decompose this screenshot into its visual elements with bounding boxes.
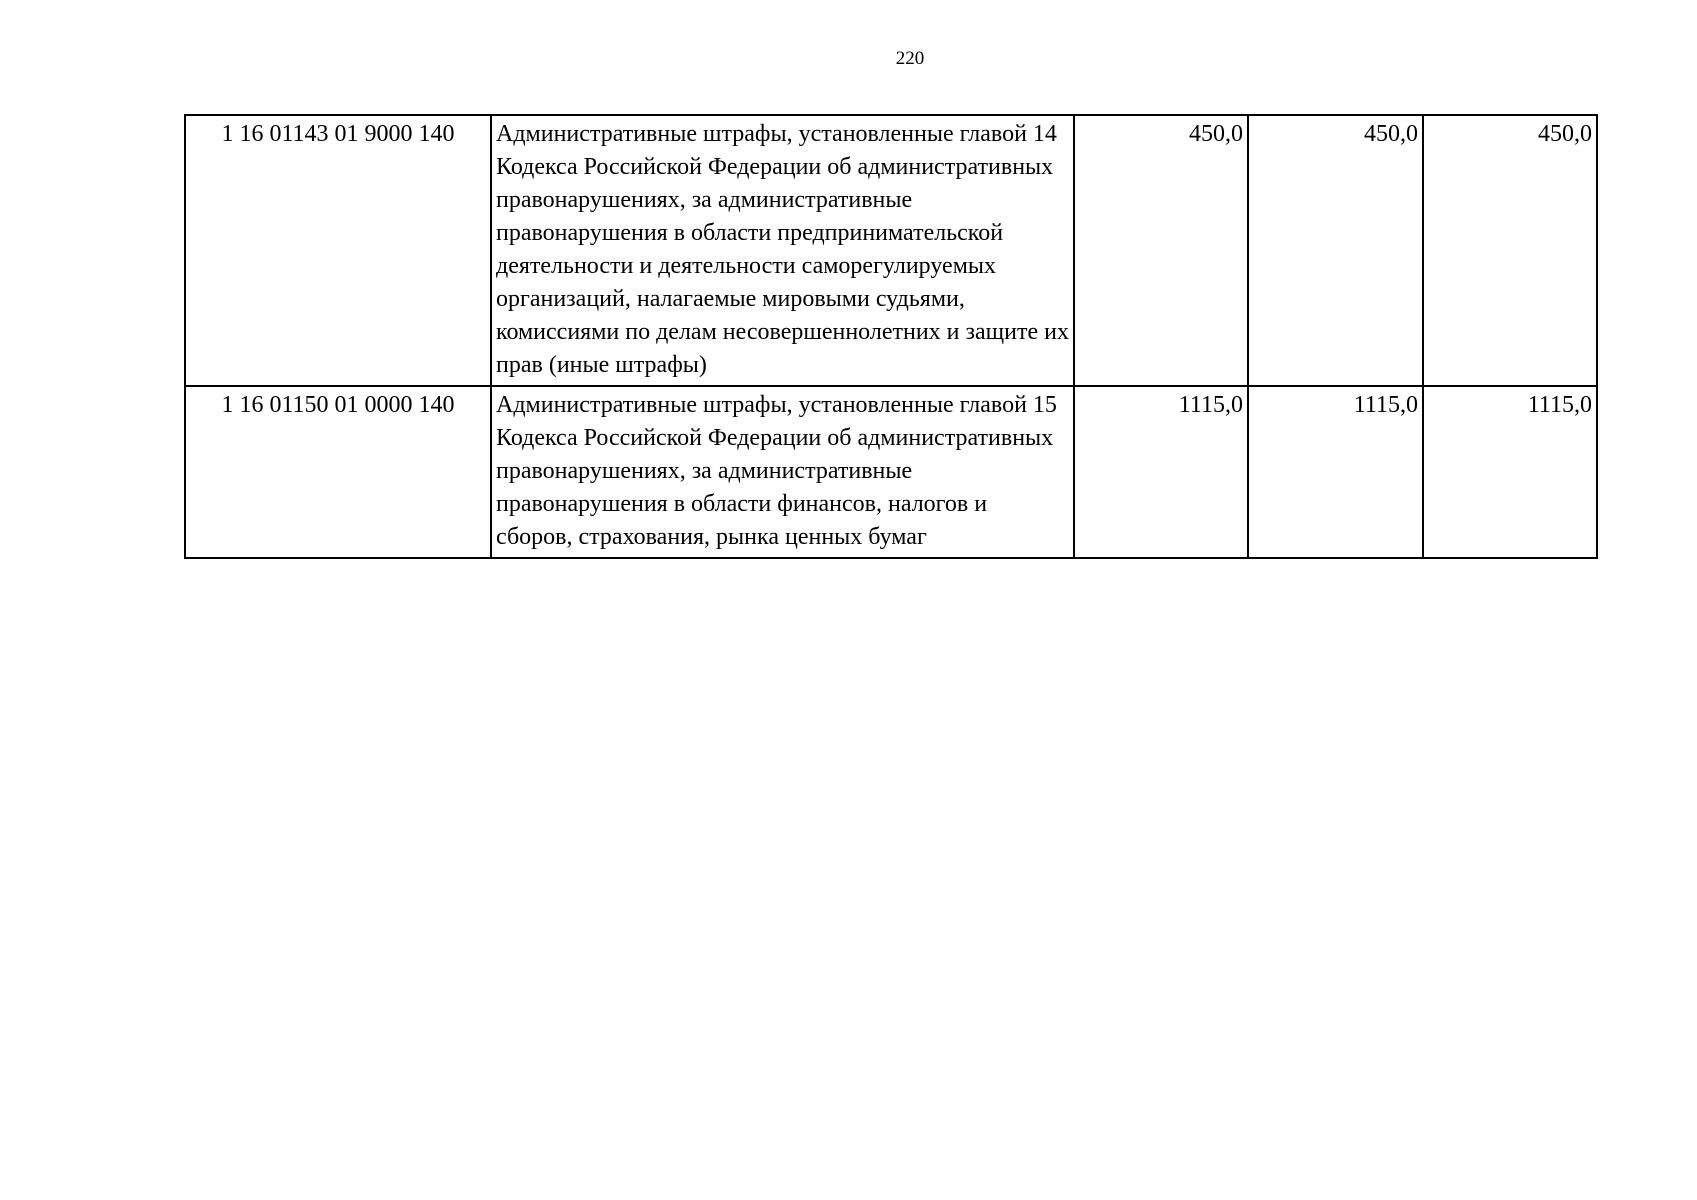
description-cell: Административные штрафы, установленные главой 14 Кодекса Российской Федерации об административных правонарушениях, за административные правонарушения в области предпринимательской деятельности и деятельности саморегулируемых организаций, налагаемые мировыми судьями, комиссиями по делам несовершеннолетних и защите их прав (иные штрафы)	[491, 115, 1074, 386]
budget-code-cell: 1 16 01143 01 9000 140	[185, 115, 491, 386]
table-row	[185, 386, 1597, 558]
table-row	[185, 115, 1597, 386]
value-cell-year-2: 450,0	[1248, 115, 1423, 386]
value-cell-year-2: 1115,0	[1248, 386, 1423, 558]
page-number: 220	[895, 48, 925, 69]
value-cell-year-3: 450,0	[1423, 115, 1597, 386]
budget-table	[184, 114, 1598, 559]
budget-code-cell: 1 16 01150 01 0000 140	[185, 386, 491, 558]
value-cell-year-1: 450,0	[1074, 115, 1248, 386]
value-cell-year-3: 1115,0	[1423, 386, 1597, 558]
description-cell: Административные штрафы, установленные главой 15 Кодекса Российской Федерации об административных правонарушениях, за административные правонарушения в области финансов, налогов и сборов, страхования, рынка ценных бумаг	[491, 386, 1074, 558]
value-cell-year-1: 1115,0	[1074, 386, 1248, 558]
